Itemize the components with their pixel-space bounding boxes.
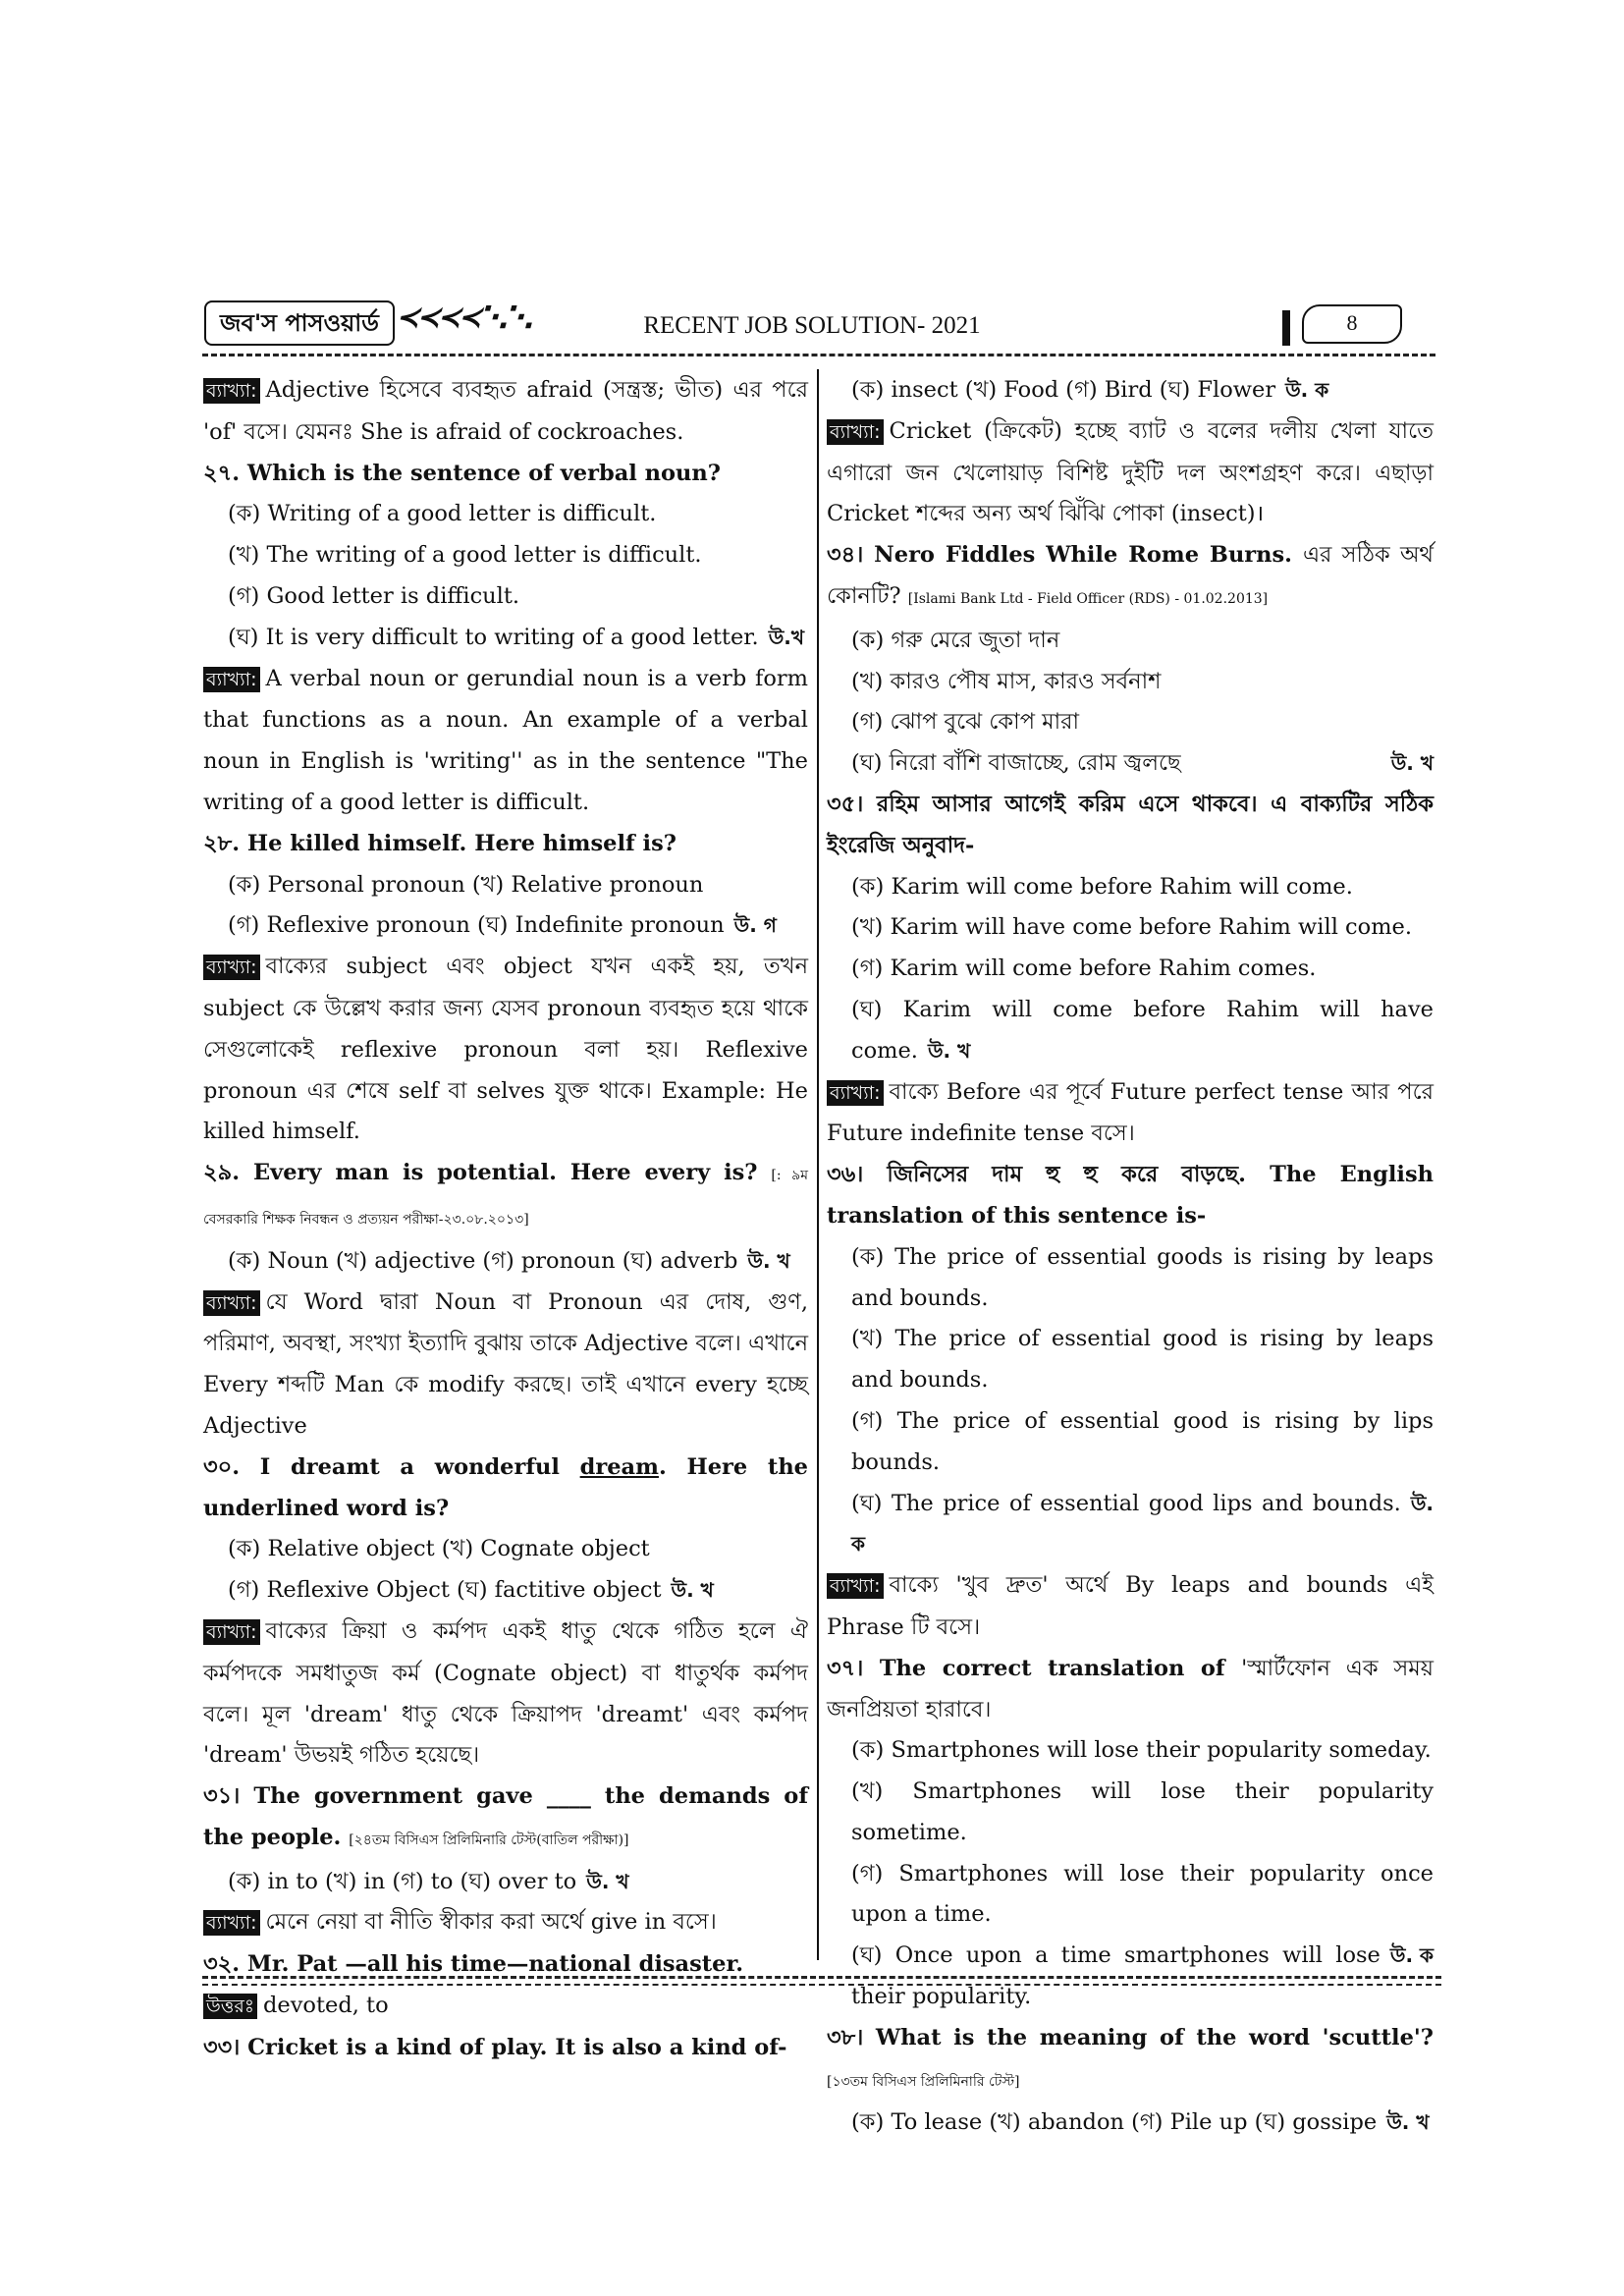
explanation bbox=[203, 1902, 808, 1944]
answer-key: উ. খ bbox=[927, 1038, 971, 1063]
answer-options bbox=[827, 1237, 1434, 1320]
source-citation: [: ৯ম বেসরকারি শিক্ষক নিবন্ধন ও প্রত্যয়ন পরীক্ষা-২৩.০৮.২০১৩] bbox=[203, 1168, 808, 1228]
answer-options bbox=[827, 1772, 1434, 1854]
answer-options bbox=[203, 535, 808, 576]
answer-options bbox=[203, 1862, 808, 1903]
answer-key: উ. ক bbox=[1285, 378, 1329, 402]
text-segment: (গ) Reflexive pronoun (ঘ) Indefinite pronoun bbox=[228, 912, 725, 939]
text-segment: এর সঠিক অর্থ কোনটি? bbox=[827, 542, 1435, 609]
answer-options bbox=[827, 662, 1434, 703]
answer-options bbox=[827, 1401, 1434, 1484]
text-segment: ৩৬। জিনিসের দাম হু হু করে বাড়ছে. The English translation of this sentence is- bbox=[827, 1162, 1434, 1229]
text-segment: ২৯. Every man is potential. Here every is? bbox=[203, 1160, 772, 1186]
text-segment: ৩৭। The correct translation of bbox=[827, 1655, 1242, 1681]
question bbox=[827, 1155, 1434, 1237]
text-segment: ৩৫। রহিম আসার আগেই করিম এসে থাকবে। এ বাক্যটির সঠিক ইংরেজি অনুবাদ- bbox=[827, 791, 1434, 858]
answer-options bbox=[203, 865, 808, 906]
footer-divider-secondary bbox=[202, 1984, 1441, 1986]
explanation-label: ব্যাখ্যা: bbox=[203, 667, 260, 692]
left-column bbox=[203, 370, 808, 2069]
answer-options bbox=[203, 1529, 808, 1570]
question bbox=[203, 1944, 808, 1986]
answer-options bbox=[827, 990, 1434, 1072]
explanation-label: ব্যাখ্যা: bbox=[203, 1290, 260, 1316]
text-segment: ৩৩। Cricket is a kind of play. It is also a kind of- bbox=[203, 2034, 787, 2060]
text-segment: Adjective হিসেবে ব্যবহৃত afraid (সন্ত্রস্ত; ভীত) এর পরে 'of' বসে। যেমনঃ She is afraid of cockroaches. bbox=[203, 377, 808, 445]
text-segment: (গ) ঝোপ বুঝে কোপ মারা bbox=[851, 709, 1080, 736]
answer-options bbox=[827, 702, 1434, 743]
text-segment: A verbal noun or gerundial noun is a verb form that functions as a noun. An example of a verbal noun in English is 'writing'' as in the sentence "The writing of a good letter is difficult. bbox=[203, 665, 808, 815]
question bbox=[203, 2028, 808, 2069]
text-segment: (ক) Personal pronoun (খ) Relative pronoun bbox=[228, 871, 704, 898]
answer-options bbox=[203, 905, 808, 947]
footer-divider bbox=[202, 1976, 1441, 1979]
text-segment: (খ) কারও পৌষ মাস, কারও সর্বনাশ bbox=[851, 668, 1162, 694]
text-segment: ৩০. I dreamt a wonderful bbox=[203, 1453, 580, 1480]
answer-options bbox=[827, 907, 1434, 949]
explanation-label: ব্যাখ্যা: bbox=[203, 1619, 260, 1645]
question bbox=[203, 1448, 808, 1530]
answer-options bbox=[827, 370, 1434, 411]
right-column bbox=[827, 370, 1434, 2144]
source-citation: [Islami Bank Ltd - Field Officer (RDS) - 01.02.2013] bbox=[907, 590, 1269, 607]
explanation-label: ব্যাখ্যা: bbox=[203, 378, 260, 404]
text-segment: বাক্যে Before এর পূর্বে Future perfect tense আর পরে Future indefinite tense বসে। bbox=[827, 1078, 1434, 1147]
text-segment: (ক) Noun (খ) adjective (গ) pronoun (ঘ) adverb bbox=[228, 1247, 738, 1274]
explanation bbox=[827, 1565, 1434, 1649]
text-segment: (ক) Relative object (খ) Cognate object bbox=[228, 1536, 650, 1562]
question bbox=[203, 1153, 808, 1241]
text-segment: 'স্মার্টফোন এক সময় জনপ্রিয়তা হারাবে। bbox=[827, 1655, 1435, 1722]
text-segment: ৩১। The government gave ____ the demands of the people. bbox=[203, 1783, 808, 1850]
text-segment: (ক) Smartphones will lose their popularity someday. bbox=[851, 1737, 1432, 1764]
question bbox=[827, 535, 1434, 621]
page-header-title: RECENT JOB SOLUTION- 2021 bbox=[643, 312, 981, 339]
column-divider bbox=[817, 369, 819, 1960]
source-citation: [১৩তম বিসিএস প্রিলিমিনারি টেস্ট] bbox=[827, 2073, 1020, 2090]
explanation-label: ব্যাখ্যা: bbox=[203, 955, 260, 980]
text-segment: (ঘ) It is very difficult to writing of a good letter. bbox=[228, 624, 759, 650]
answer-options bbox=[827, 1484, 1434, 1566]
question bbox=[203, 454, 808, 495]
text-segment: মেনে নেয়া বা নীতি স্বীকার করা অর্থে give in বসে। bbox=[265, 1909, 717, 1936]
answer-key: উ. গ bbox=[733, 913, 777, 938]
underlined-word: dream bbox=[579, 1453, 659, 1480]
explanation bbox=[827, 411, 1434, 535]
text-segment: বাক্যের ক্রিয়া ও কর্মপদ একই ধাতু থেকে গঠিত হলে ঐ কর্মপদকে সমধাতুজ কর্ম (Cognate object) বা ধাতুর্থক কর্মপদ বলে। মূল 'dream' ধাতু থেকে ক্রিয়াপদ 'dreamt' এবং কর্মপদ 'dream' উভয়ই গঠিত হয়েছে। bbox=[203, 1617, 808, 1769]
text-segment: (ঘ) Karim will come before Rahim will have come. bbox=[851, 996, 1434, 1064]
question bbox=[203, 824, 808, 865]
header-divider bbox=[202, 354, 1435, 356]
text-segment: (গ) Good letter is difficult. bbox=[228, 582, 520, 609]
explanation bbox=[827, 1072, 1434, 1156]
text-segment: (গ) Karim will come before Rahim comes. bbox=[851, 956, 1317, 982]
explanation bbox=[203, 947, 808, 1153]
text-segment: (ক) গরু মেরে জুতা দান bbox=[851, 627, 1060, 653]
answer-options bbox=[827, 743, 1434, 785]
answer-key: উ. খ bbox=[1390, 751, 1434, 776]
answer-options bbox=[827, 949, 1434, 990]
answer-key: উ. ক bbox=[1389, 1943, 1434, 1968]
text-segment: (গ) The price of essential good is rising by lips bounds. bbox=[851, 1407, 1434, 1475]
answer-options bbox=[827, 1730, 1434, 1772]
explanation bbox=[203, 1612, 808, 1777]
answer-options bbox=[203, 494, 808, 535]
answer-key: উ. খ bbox=[586, 1869, 629, 1893]
text-segment: Cricket (ক্রিকেট) হচ্ছে ব্যাট ও বলের দলীয় খেলা যাতে এগারো জন খেলোয়াড় বিশিষ্ট দুইটি দল অংশগ্রহণ করে। এছাড়া Cricket শব্দের অন্য অর্থ ঝিঁঝি পোকা (insect)। bbox=[827, 417, 1434, 527]
text-segment: (ক) Writing of a good letter is difficult. bbox=[228, 501, 657, 527]
text-segment: (খ) Smartphones will lose their popularity sometime. bbox=[851, 1778, 1434, 1845]
question bbox=[827, 2018, 1434, 2104]
explanation-label: ব্যাখ্যা: bbox=[827, 1080, 884, 1106]
text-segment: ৩৪। Nero Fiddles While Rome Burns. bbox=[827, 542, 1303, 569]
question bbox=[203, 1777, 808, 1862]
text-segment: devoted, to bbox=[262, 1993, 389, 2019]
answer-options bbox=[827, 1854, 1434, 1937]
page-number: 8 bbox=[1302, 304, 1402, 344]
explanation bbox=[203, 370, 808, 454]
text-segment: (ক) Karim will come before Rahim will come. bbox=[851, 873, 1353, 900]
text-segment: (খ) Karim will have come before Rahim will come. bbox=[851, 914, 1412, 941]
text-segment: (ক) in to (খ) in (গ) to (ঘ) over to bbox=[228, 1868, 577, 1894]
text-segment: (ক) To lease (খ) abandon (গ) Pile up (ঘ) gossipe bbox=[851, 2109, 1378, 2136]
answer-options bbox=[827, 867, 1434, 908]
text-segment: (ক) The price of essential goods is rising by leaps and bounds. bbox=[851, 1243, 1434, 1311]
explanation-label: উত্তরঃ bbox=[203, 1994, 257, 2019]
brand-decoration: ≺≺≺≺⋱⋱ bbox=[393, 301, 537, 335]
text-segment: ২৭. Which is the sentence of verbal noun? bbox=[203, 460, 721, 486]
explanation bbox=[203, 1986, 808, 2028]
answer-options bbox=[827, 1319, 1434, 1401]
answer-options bbox=[827, 2103, 1434, 2144]
explanation-label: ব্যাখ্যা: bbox=[827, 1573, 884, 1599]
text-segment: ২৮. He killed himself. Here himself is? bbox=[203, 830, 677, 856]
answer-key: উ. খ bbox=[747, 1248, 790, 1273]
answer-options bbox=[827, 621, 1434, 662]
text-segment: (খ) The price of essential good is rising by leaps and bounds. bbox=[851, 1326, 1434, 1394]
answer-key: উ.খ bbox=[768, 625, 805, 649]
text-segment: (ঘ) Once upon a time smartphones will lose their popularity. bbox=[851, 1942, 1380, 2010]
text-segment: ৩২. Mr. Pat —all his time—national disaster. bbox=[203, 1951, 744, 1978]
explanation-label: ব্যাখ্যা: bbox=[203, 1910, 260, 1936]
text-segment: বাক্যে 'খুব দ্রুত' অর্থে By leaps and bounds এই Phrase টি বসে। bbox=[827, 1572, 1434, 1640]
question bbox=[827, 785, 1434, 867]
text-segment: (খ) The writing of a good letter is difficult. bbox=[228, 542, 702, 569]
explanation-label: ব্যাখ্যা: bbox=[827, 419, 884, 445]
text-segment: ৩৮। What is the meaning of the word 'scuttle'? bbox=[827, 2024, 1434, 2050]
text-segment: (ক) insect (খ) Food (গ) Bird (ঘ) Flower bbox=[851, 377, 1276, 403]
answer-key: উ. খ bbox=[1386, 2110, 1430, 2135]
text-segment: . Here the underlined word is? bbox=[203, 1453, 808, 1521]
text-segment: যে Word দ্বারা Noun বা Pronoun এর দোষ, গুণ, পরিমাণ, অবস্থা, সংখ্যা ইত্যাদি বুঝায় তাকে Adjective বলে। এখানে Every শব্দটি Man কে modify করছে। তাই এখানে every হচ্ছে Adjective bbox=[203, 1288, 808, 1439]
answer-key: উ. ক bbox=[851, 1491, 1434, 1557]
question bbox=[827, 1649, 1434, 1731]
answer-options bbox=[203, 1570, 808, 1612]
explanation bbox=[203, 659, 808, 824]
source-citation: [২৪তম বিসিএস প্রিলিমিনারি টেস্ট(বাতিল পরীক্ষা)] bbox=[349, 1831, 629, 1848]
answer-options bbox=[203, 1241, 808, 1283]
text-segment: বাক্যের subject এবং object যখন একই হয়, তখন subject কে উল্লেখ করার জন্য যেসব pronoun ব্যবহৃত হয়ে থাকে সেগুলোকেই reflexive pronoun বলা হয়। Reflexive pronoun এর শেষে self বা selves যুক্ত থাকে। Example: He killed himself. bbox=[203, 954, 808, 1145]
header-bar-divider bbox=[1282, 310, 1290, 346]
text-segment: (গ) Smartphones will lose their popularity once upon a time. bbox=[851, 1860, 1434, 1928]
answer-options bbox=[203, 576, 808, 618]
text-segment: (ঘ) নিরো বাঁশি বাজাচ্ছে, রোম জ্বলছে bbox=[851, 750, 1181, 777]
answer-options bbox=[203, 618, 808, 659]
explanation bbox=[203, 1283, 808, 1448]
text-segment: (ঘ) The price of essential good lips and bounds. bbox=[851, 1490, 1401, 1516]
brand-logo: জব'স পাসওয়ার্ড bbox=[204, 301, 395, 346]
answer-key: উ. খ bbox=[671, 1578, 714, 1603]
text-segment: (গ) Reflexive Object (ঘ) factitive object bbox=[228, 1577, 662, 1604]
